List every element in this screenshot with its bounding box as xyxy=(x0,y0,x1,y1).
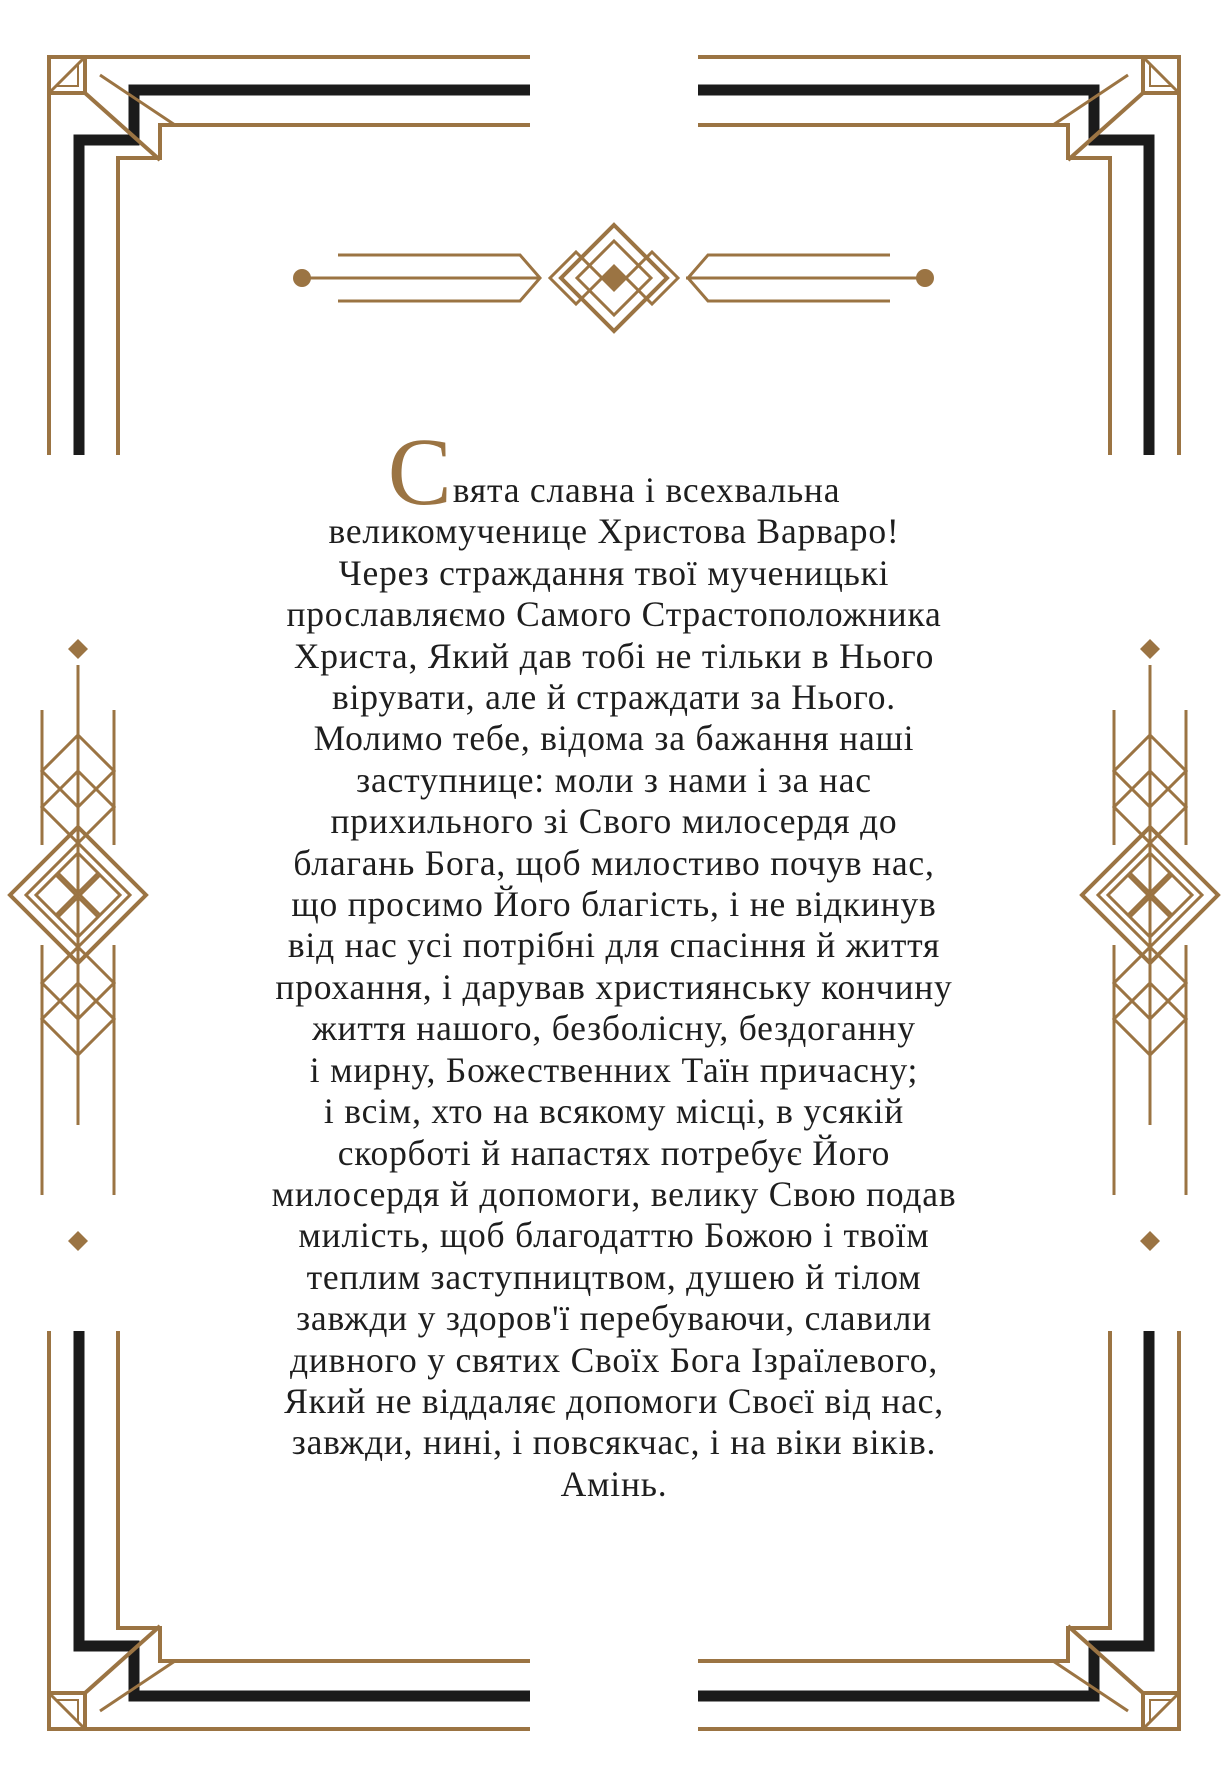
prayer-line: прохання, і дарував християнську кончину xyxy=(275,966,953,1007)
prayer-line: і всім, хто на всякому місці, в усякій xyxy=(323,1091,905,1132)
prayer-line: прихильного зі Свого милосердя до xyxy=(330,801,898,842)
prayer-line: Христа, Який дав тобі не тільки в Нього xyxy=(293,635,935,676)
prayer-line: життя нашого, безболісну, бездоганну xyxy=(312,1008,916,1049)
prayer-line: від нас усі потрібні для спасіння й життя xyxy=(287,925,941,966)
prayer-line: Через страждання твої мученицькі xyxy=(338,552,890,593)
prayer-first-line-text: вята славна і всехвальна xyxy=(452,470,841,510)
top-divider-ornament xyxy=(293,225,934,331)
prayer-line: Який не віддаляє допомоги Своєї від нас, xyxy=(284,1380,944,1421)
prayer-line: і мирну, Божественних Таїн причасну; xyxy=(309,1049,919,1090)
drop-cap: С xyxy=(387,418,452,525)
prayer-line: Молимо тебе, відома за бажання наші xyxy=(313,718,915,759)
prayer-line: прославляємо Самого Страстоположника xyxy=(286,594,942,635)
prayer-first-line xyxy=(170,418,1058,525)
prayer-line: скорботі й напастях потребує Його xyxy=(337,1132,891,1173)
prayer-line: теплим заступництвом, душею й тілом xyxy=(306,1256,922,1297)
prayer-line: завжди, нині, і повсякчас, і на віки віків. xyxy=(291,1422,937,1463)
prayer-line: милість, щоб благодаттю Божою і твоїм xyxy=(298,1215,930,1256)
right-side-ornament xyxy=(1082,639,1218,1251)
prayer-line: благань Бога, щоб милостиво почув нас, xyxy=(293,842,935,883)
prayer-text xyxy=(170,418,1058,1505)
prayer-amen: Амінь. xyxy=(560,1463,668,1504)
prayer-line: заступнице: моли з нами і за нас xyxy=(356,759,872,800)
prayer-line: дивного у святих Своїх Бога Ізраїлевого, xyxy=(289,1339,939,1380)
left-side-ornament xyxy=(10,639,146,1251)
prayer-line: великомученице Христова Варваро! xyxy=(328,511,900,552)
prayer-line: милосердя й допомоги, велику Свою подав xyxy=(271,1173,957,1214)
prayer-line: вірувати, але й страждати за Нього. xyxy=(332,677,896,718)
prayer-line: що просимо Його благість, і не відкинув xyxy=(291,884,937,925)
prayer-line: завжди у здоров'ї перебуваючи, славили xyxy=(296,1298,932,1339)
